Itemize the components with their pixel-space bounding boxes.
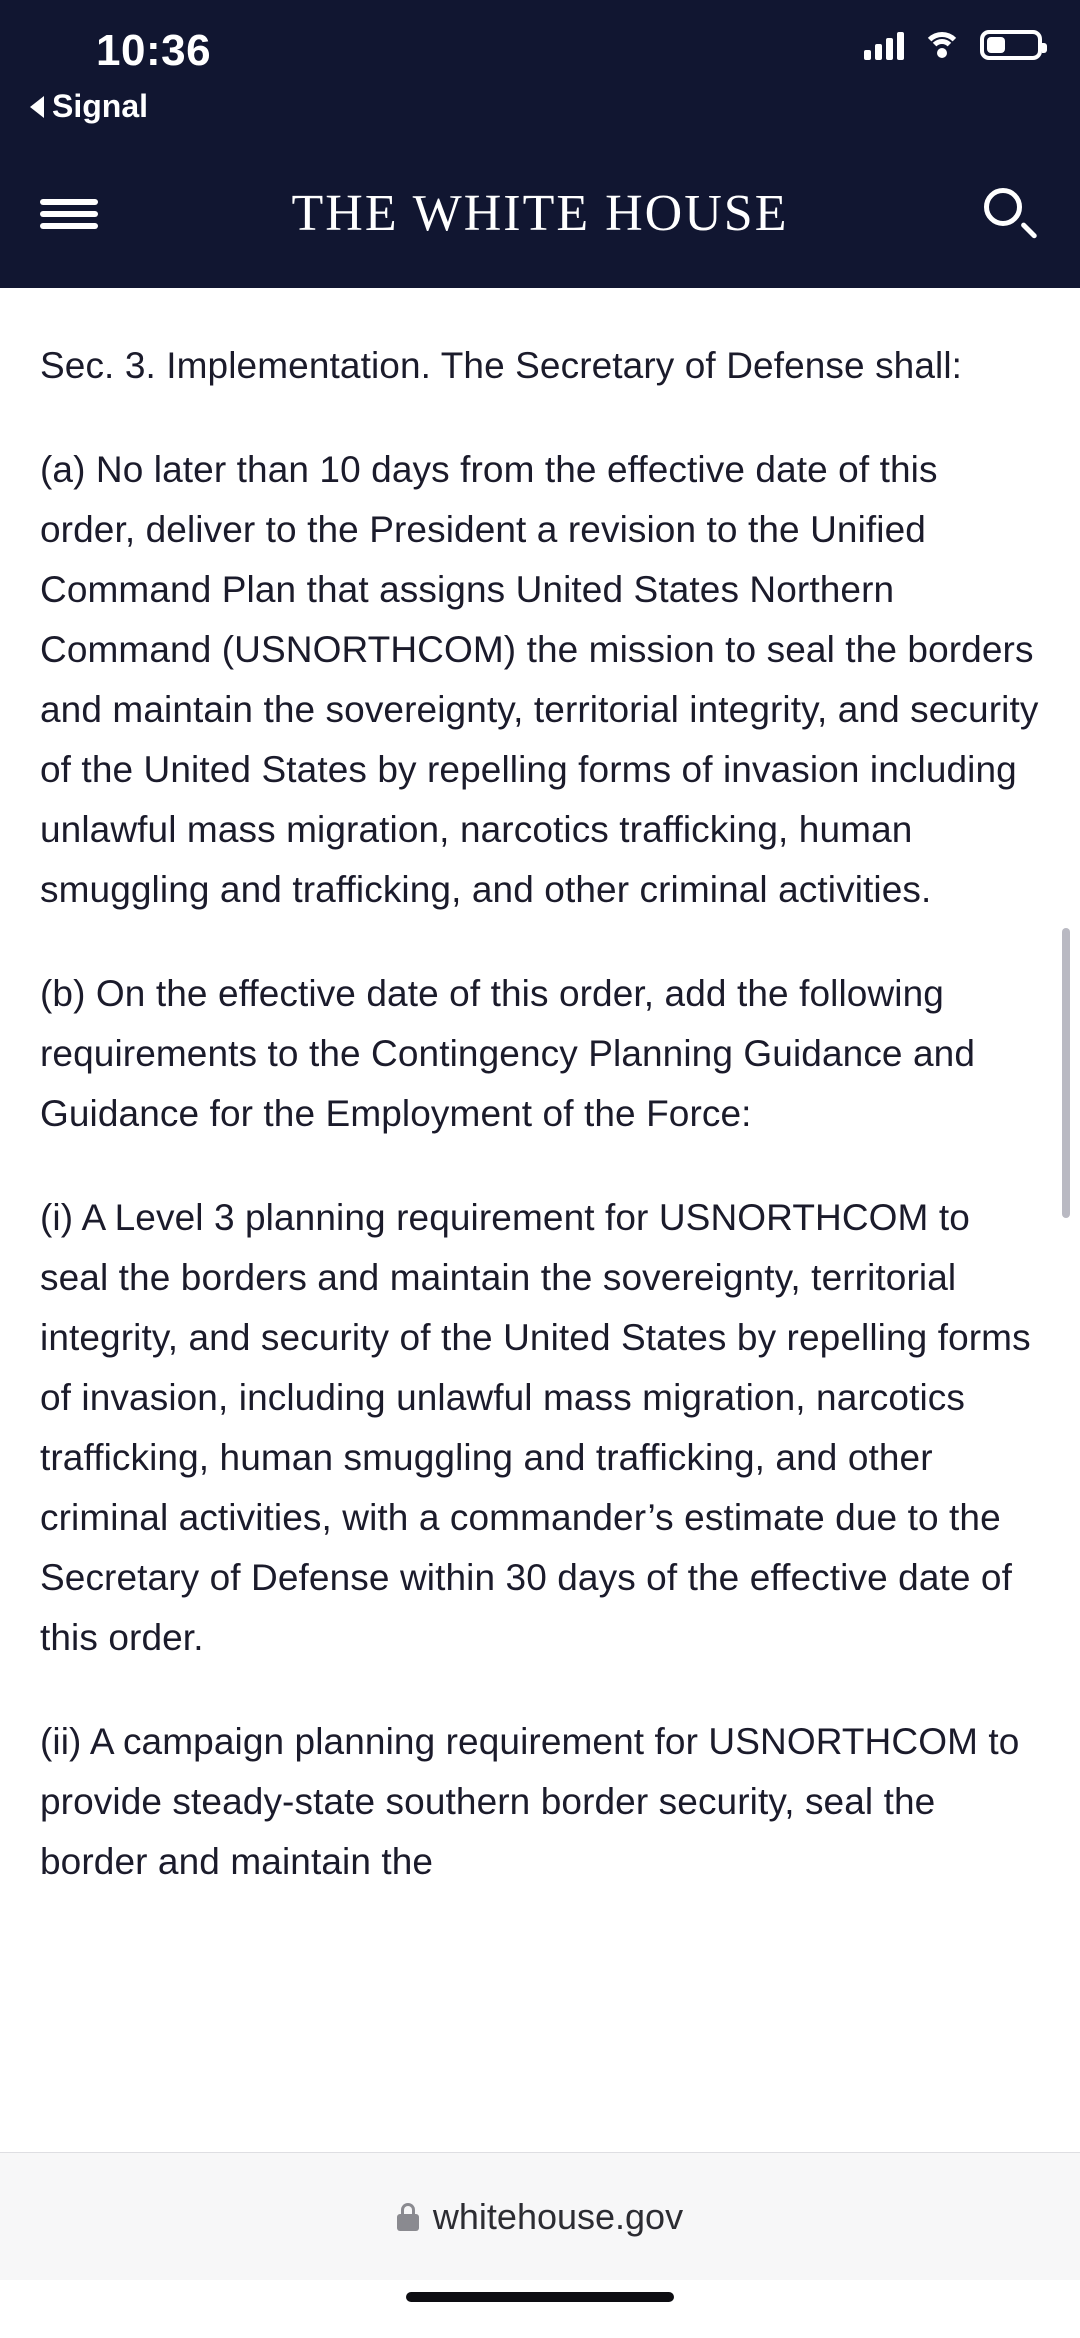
home-indicator[interactable] [406,2292,674,2302]
lock-icon [397,2203,419,2231]
paragraph: (a) No later than 10 days from the effective date of this order, deliver to the President a revision to the Unified Command Plan that assigns United States Northern Command (USNORTHCOM) the mission to seal the borders and maintain the sovereignty, territorial integrity, and security of the United States by repelling forms of invasion including unlawful mass migration, narcotics trafficking, human smuggling and trafficking, and other criminal activities. [40,449,1039,910]
signal-bars-icon [864,30,904,60]
browser-address-bar[interactable] [0,2152,1080,2280]
battery-icon [980,30,1042,60]
site-header [0,140,1080,288]
site-title: THE WHITE HOUSE [291,185,789,242]
paragraph: (i) A Level 3 planning requirement for USNORTHCOM to seal the borders and maintain the sovereignty, territorial integrity, and security of the United States by repelling forms of invasion, including unlawful mass migration, narcotics trafficking, human smuggling and trafficking, and other criminal activities, with a commander’s estimate due to the Secretary of Defense within 30 days of the effective date of this order. [40,1197,1031,1658]
hamburger-menu-icon[interactable] [40,193,98,235]
paragraph: (ii) A campaign planning requirement for USNORTHCOM to provide steady-state southern border security, seal the border and maintain the [40,1721,1020,1882]
content-fade [0,2116,1080,2152]
back-to-signal-button[interactable] [30,88,148,125]
status-bar [0,0,1080,140]
paragraph: (b) On the effective date of this order, add the following requirements to the Contingency Planning Guidance and Guidance for the Employment of the Force: [40,973,976,1134]
paragraph: Sec. 3. Implementation. The Secretary of Defense shall: [40,345,963,386]
status-time: 10:36 [96,26,212,75]
home-indicator-area [0,2280,1080,2338]
url-text: whitehouse.gov [432,2195,684,2237]
status-indicators [864,30,1042,60]
wifi-icon [922,30,962,60]
back-label: Signal [52,88,149,124]
search-icon[interactable] [982,186,1038,242]
triangle-left-icon [30,96,44,118]
document-content[interactable] [0,288,1080,2152]
vertical-scrollbar[interactable] [1062,928,1070,1218]
